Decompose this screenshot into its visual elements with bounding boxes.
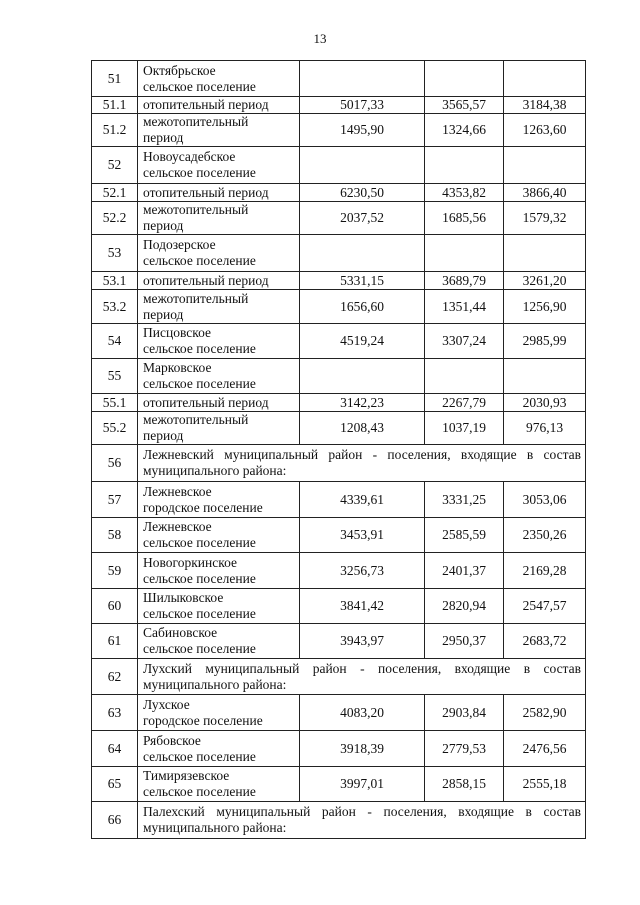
row-number: 55.2 [92, 412, 138, 445]
name-line-2: сельское поселение [143, 784, 256, 799]
row-number: 53.1 [92, 272, 138, 290]
name-line-1: Новогоркинское [143, 554, 238, 570]
value-col-1: 4339,61 [300, 482, 425, 518]
name-line-2: городское поселение [143, 712, 263, 728]
row-number: 53.2 [92, 290, 138, 324]
settlement-name: отопительный период [138, 97, 300, 114]
value-col-1: 6230,50 [300, 184, 425, 202]
row-number: 65 [92, 767, 138, 802]
value-col-2: 1037,19 [425, 412, 504, 445]
value-col-2: 1324,66 [425, 114, 504, 147]
value-col-1: 5331,15 [300, 272, 425, 290]
value-col-3: 2169,28 [504, 553, 586, 589]
table-row [92, 114, 586, 147]
value-col-3: 1263,60 [504, 114, 586, 147]
value-col-2: 2903,84 [425, 695, 504, 731]
value-col-2: 3331,25 [425, 482, 504, 518]
row-number: 62 [92, 659, 138, 695]
name-line-2: сельское поселение [143, 570, 256, 586]
value-col-3: 1256,90 [504, 290, 586, 324]
value-col-1: 1656,60 [300, 290, 425, 324]
name-line-2: сельское поселение [143, 165, 256, 180]
row-number: 59 [92, 553, 138, 589]
value-col-3: 3261,20 [504, 272, 586, 290]
row-number: 57 [92, 482, 138, 518]
table-row [92, 553, 586, 589]
value-col-3: 2555,18 [504, 767, 586, 802]
value-col-2: 1351,44 [425, 290, 504, 324]
value-col-2 [425, 235, 504, 272]
value-col-3: 2476,56 [504, 731, 586, 767]
name-line-2: сельское поселение [143, 253, 256, 268]
row-number: 64 [92, 731, 138, 767]
value-col-3: 2582,90 [504, 695, 586, 731]
group-heading: Лежневский муниципальный район - поселения, входящие в состав муниципального района: [138, 445, 586, 482]
table-row [92, 589, 586, 624]
value-col-1: 3453,91 [300, 518, 425, 553]
name-line-1: Новоусадебское [143, 149, 236, 164]
table-row [92, 624, 586, 659]
table-row [92, 482, 586, 518]
name-line-2: сельское поселение [143, 641, 256, 656]
value-col-2: 2401,37 [425, 553, 504, 589]
settlement-name: отопительный период [138, 394, 300, 412]
name-line-2: городское поселение [143, 499, 263, 515]
value-col-1: 3918,39 [300, 731, 425, 767]
value-col-2: 1685,56 [425, 202, 504, 235]
row-number: 66 [92, 802, 138, 839]
settlement-name [138, 202, 300, 235]
value-col-3: 3866,40 [504, 184, 586, 202]
table-row [92, 445, 586, 482]
row-number: 61 [92, 624, 138, 659]
settlement-name [138, 114, 300, 147]
name-line-2: период [143, 428, 184, 443]
table-row [92, 359, 586, 394]
table-row [92, 731, 586, 767]
value-col-1: 3256,73 [300, 553, 425, 589]
settlement-name [138, 61, 300, 97]
name-line-2: сельское поселение [143, 78, 256, 94]
value-col-3 [504, 147, 586, 184]
value-col-2: 3565,57 [425, 97, 504, 114]
name-line-2: сельское поселение [143, 606, 256, 621]
value-col-2: 2820,94 [425, 589, 504, 624]
settlement-name [138, 290, 300, 324]
table-row [92, 61, 586, 97]
row-number: 52.2 [92, 202, 138, 235]
tariff-table [91, 60, 586, 839]
value-col-2: 2858,15 [425, 767, 504, 802]
value-col-3: 2350,26 [504, 518, 586, 553]
value-col-2 [425, 147, 504, 184]
value-col-3: 2030,93 [504, 394, 586, 412]
value-col-1: 1495,90 [300, 114, 425, 147]
name-line-1: Подозерское [143, 237, 216, 252]
name-line-1: Сабиновское [143, 625, 218, 640]
value-col-2: 3689,79 [425, 272, 504, 290]
value-col-3: 2985,99 [504, 324, 586, 359]
page-number: 13 [313, 31, 327, 46]
name-line-1: Октябрьское [143, 62, 216, 78]
value-col-1: 1208,43 [300, 412, 425, 445]
name-line-1: Лежневское [143, 483, 212, 499]
name-line-1: межотопительный [143, 114, 249, 129]
settlement-name [138, 518, 300, 553]
value-col-3 [504, 235, 586, 272]
row-number: 54 [92, 324, 138, 359]
settlement-name [138, 359, 300, 394]
settlement-name: отопительный период [138, 272, 300, 290]
table-row [92, 272, 586, 290]
group-heading: Палехский муниципальный район - поселения, входящие в состав муниципального района: [138, 802, 586, 839]
name-line-1: Лухское [143, 696, 190, 712]
row-number: 55.1 [92, 394, 138, 412]
value-col-3: 3053,06 [504, 482, 586, 518]
value-col-1: 3841,42 [300, 589, 425, 624]
settlement-name [138, 235, 300, 272]
row-number: 60 [92, 589, 138, 624]
settlement-name [138, 695, 300, 731]
value-col-3: 1579,32 [504, 202, 586, 235]
name-line-2: период [143, 306, 184, 322]
settlement-name [138, 482, 300, 518]
value-col-1 [300, 147, 425, 184]
row-number: 53 [92, 235, 138, 272]
table-row [92, 394, 586, 412]
table-row [92, 412, 586, 445]
value-col-2: 2779,53 [425, 731, 504, 767]
value-col-2: 2950,37 [425, 624, 504, 659]
settlement-name [138, 624, 300, 659]
row-number: 56 [92, 445, 138, 482]
name-line-2: период [143, 130, 184, 145]
settlement-name [138, 147, 300, 184]
value-col-1: 2037,52 [300, 202, 425, 235]
value-col-1 [300, 359, 425, 394]
settlement-name [138, 589, 300, 624]
value-col-2: 4353,82 [425, 184, 504, 202]
value-col-3 [504, 359, 586, 394]
row-number: 63 [92, 695, 138, 731]
table-row [92, 235, 586, 272]
value-col-1: 3943,97 [300, 624, 425, 659]
table-row [92, 802, 586, 839]
settlement-name: отопительный период [138, 184, 300, 202]
table-row [92, 97, 586, 114]
value-col-3: 2547,57 [504, 589, 586, 624]
table-row [92, 290, 586, 324]
value-col-1: 4083,20 [300, 695, 425, 731]
table-row [92, 518, 586, 553]
row-number: 51 [92, 61, 138, 97]
settlement-name [138, 412, 300, 445]
group-heading: Лухский муниципальный район - поселения, входящие в состав муниципального района: [138, 659, 586, 695]
settlement-name [138, 767, 300, 802]
value-col-3: 2683,72 [504, 624, 586, 659]
row-number: 52.1 [92, 184, 138, 202]
row-number: 52 [92, 147, 138, 184]
table-row [92, 147, 586, 184]
row-number: 51.2 [92, 114, 138, 147]
row-number: 58 [92, 518, 138, 553]
value-col-3: 3184,38 [504, 97, 586, 114]
name-line-1: Писцовское [143, 325, 212, 340]
value-col-1: 3997,01 [300, 767, 425, 802]
value-col-2: 2267,79 [425, 394, 504, 412]
name-line-2: период [143, 218, 184, 233]
value-col-1 [300, 235, 425, 272]
row-number: 51.1 [92, 97, 138, 114]
settlement-name [138, 553, 300, 589]
value-col-3: 976,13 [504, 412, 586, 445]
value-col-1: 5017,33 [300, 97, 425, 114]
value-col-2: 2585,59 [425, 518, 504, 553]
table-row [92, 659, 586, 695]
table-row [92, 202, 586, 235]
settlement-name [138, 731, 300, 767]
table-row [92, 695, 586, 731]
name-line-1: Лежневское [143, 519, 212, 534]
value-col-2 [425, 61, 504, 97]
name-line-2: сельское поселение [143, 535, 256, 550]
table-row [92, 324, 586, 359]
value-col-2: 3307,24 [425, 324, 504, 359]
value-col-3 [504, 61, 586, 97]
settlement-name [138, 324, 300, 359]
name-line-1: Рябовское [143, 732, 201, 748]
name-line-2: сельское поселение [143, 748, 256, 764]
name-line-1: Шилыковское [143, 590, 224, 605]
name-line-1: межотопительный [143, 412, 249, 427]
table-row [92, 184, 586, 202]
name-line-1: межотопительный [143, 202, 249, 217]
value-col-1 [300, 61, 425, 97]
name-line-2: сельское поселение [143, 376, 256, 391]
name-line-1: межотопительный [143, 290, 249, 306]
name-line-1: Тимирязевское [143, 768, 230, 783]
name-line-1: Марковское [143, 360, 212, 375]
name-line-2: сельское поселение [143, 341, 256, 356]
value-col-1: 3142,23 [300, 394, 425, 412]
value-col-1: 4519,24 [300, 324, 425, 359]
value-col-2 [425, 359, 504, 394]
table-row [92, 767, 586, 802]
row-number: 55 [92, 359, 138, 394]
